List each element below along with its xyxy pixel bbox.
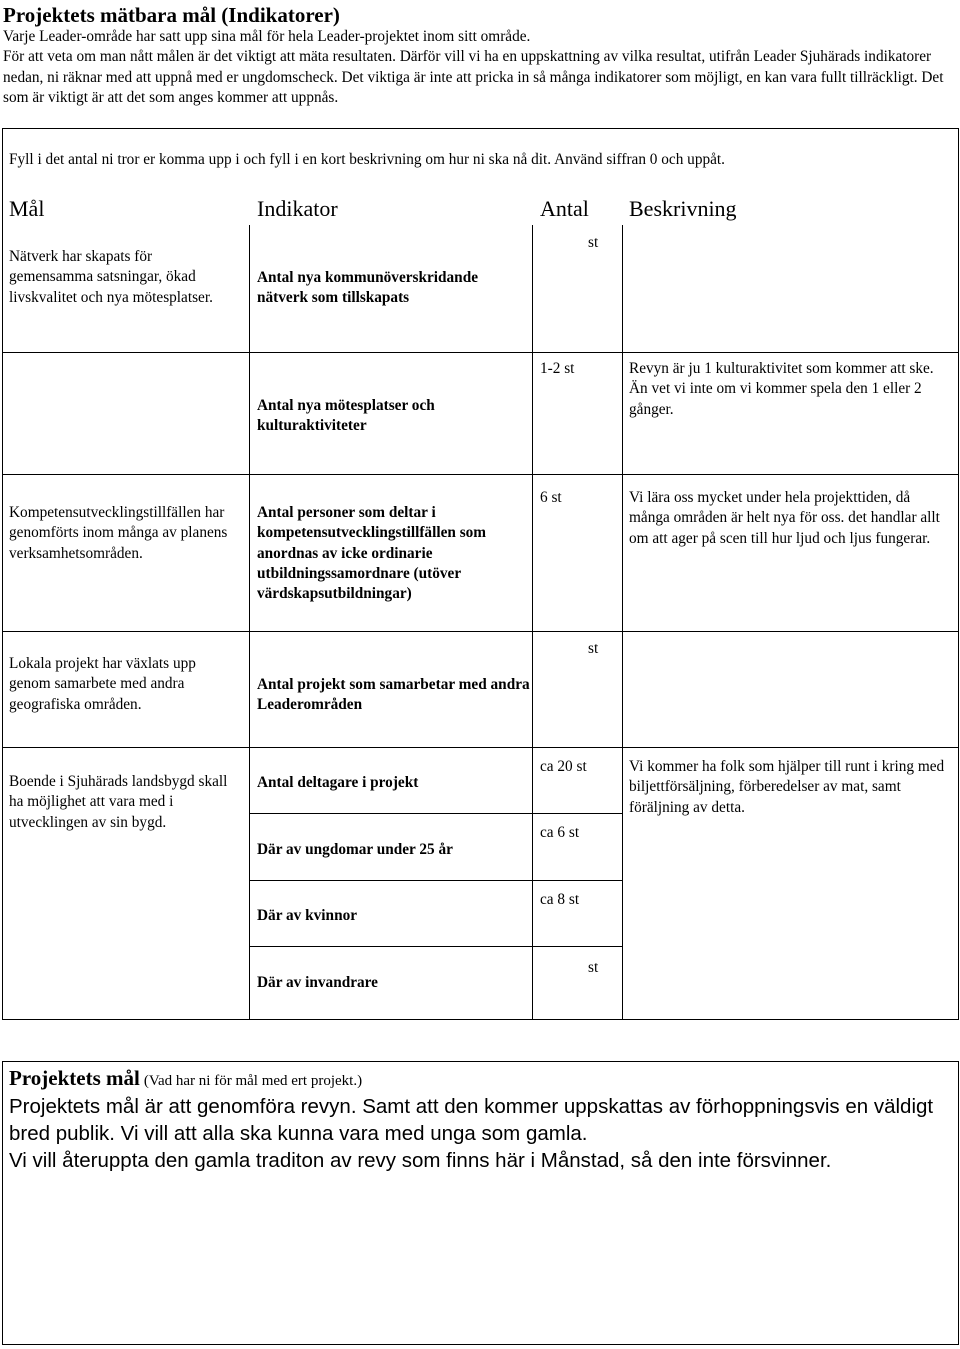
project-goals-text[interactable] [9, 1093, 939, 1174]
row-4-indikator: Antal projekt som samarbetar med andra Leaderområden [257, 676, 530, 714]
project-goals-line: Vi vill återuppta den gamla traditon av revy som finns här i Månstad, så den inte försvinner. [9, 1149, 832, 1172]
row-1-indikator: Antal nya kommunöverskridande nätverk som tillskapats [257, 269, 478, 307]
row-2-beskrivning[interactable]: Revyn är ju 1 kulturaktivitet som kommer att ske. Än vet vi inte om vi kommer spela den 1 eller 2 gånger. [629, 360, 934, 418]
row-8-indikator: Där av invandrare [257, 974, 378, 991]
grid-line [2, 747, 959, 748]
row-5-beskrivning[interactable]: Vi kommer ha folk som hjälper till runt i kring med biljettförsäljning, förberedelser av mat, samt föräljning av detta. [629, 758, 945, 816]
grid-line [2, 631, 959, 632]
row-5-indikator: Antal deltagare i projekt [257, 774, 419, 791]
grid-line [2, 1019, 959, 1020]
project-goals-heading [9, 1066, 362, 1091]
row-2-antal[interactable]: 1-2 st [540, 360, 575, 377]
grid-line [249, 946, 622, 947]
grid-line [622, 225, 623, 1020]
row-5-antal[interactable]: ca 20 st [540, 758, 587, 775]
grid-line [2, 352, 959, 353]
row-2-indikator: Antal nya mötesplatser och kulturaktiviteter [257, 397, 435, 435]
row-4-antal[interactable]: st [588, 640, 599, 657]
grid-line [249, 813, 622, 814]
row-6-indikator: Där av ungdomar under 25 år [257, 841, 453, 858]
row-5-mal: Boende i Sjuhärads landsbygd skall ha möjlighet att vara med i utvecklingen av sin bygd. [9, 773, 228, 831]
intro-paragraph: För att veta om man nått målen är det viktigt att mäta resultaten. Därför vill vi ha en uppskattning av vilka resultat, utifrån Leader Sjuhärads indikatorer nedan, ni räknar med att uppnå med er ungdomscheck. Det viktiga är inte att pricka in så många indikatorer som möjligt, en kan vara fullt tillräckligt. Det som är viktigt är att det som anges kommer att uppnås. [3, 48, 944, 106]
row-3-antal[interactable]: 6 st [540, 489, 562, 506]
intro-text [3, 27, 953, 108]
row-3-indikator: Antal personer som deltar i kompetensutvecklingstillfällen som anordnas av icke ordinarie utbildningssamordnare (utöver värdskapsutbildningar) [257, 504, 487, 603]
page-title: Projektets mätbara mål (Indikatorer) [3, 3, 340, 27]
row-1-mal: Nätverk har skapats för gemensamma satsningar, ökad livskvalitet och nya mötesplatser. [9, 248, 213, 306]
grid-line [249, 880, 622, 881]
header-beskrivning: Beskrivning [629, 196, 737, 221]
row-7-indikator: Där av kvinnor [257, 907, 358, 924]
grid-line [532, 225, 533, 1020]
intro-paragraph: Varje Leader-område har satt upp sina mål för hela Leader-projektet inom sitt område. [3, 28, 531, 45]
header-indikator: Indikator [257, 196, 338, 221]
project-goals-line: Projektets mål är att genomföra revyn. Samt att den kommer uppskattas av förhoppningsvis en väldigt bred publik. Vi vill att alla ska kunna vara med unga som gamla. [9, 1095, 934, 1145]
instruction-text: Fyll i det antal ni tror er komma upp i och fyll i en kort beskrivning om hur ni ska nå dit. Använd siffran 0 och uppåt. [9, 151, 725, 168]
row-3-mal: Kompetensutvecklingstillfällen har genomförts inom många av planens verksamhetsområden. [9, 504, 228, 562]
row-3-beskrivning[interactable]: Vi lära oss mycket under hela projekttiden, då många områden är helt nya för oss. det handlar allt om att ager på scen till hur ljud och ljus fungerar. [629, 489, 940, 547]
grid-line [2, 474, 959, 475]
header-antal: Antal [540, 196, 589, 221]
row-8-antal[interactable]: st [588, 959, 599, 976]
grid-line [249, 225, 250, 1020]
header-mal: Mål [9, 196, 45, 221]
project-goals-title: Projektets mål [9, 1066, 140, 1090]
row-4-mal: Lokala projekt har växlats upp genom samarbete med andra geografiska områden. [9, 655, 196, 713]
project-goals-note: (Vad har ni för mål med ert projekt.) [143, 1073, 363, 1089]
row-1-antal[interactable]: st [588, 234, 599, 251]
row-6-antal[interactable]: ca 6 st [540, 824, 580, 841]
row-7-antal[interactable]: ca 8 st [540, 891, 580, 908]
